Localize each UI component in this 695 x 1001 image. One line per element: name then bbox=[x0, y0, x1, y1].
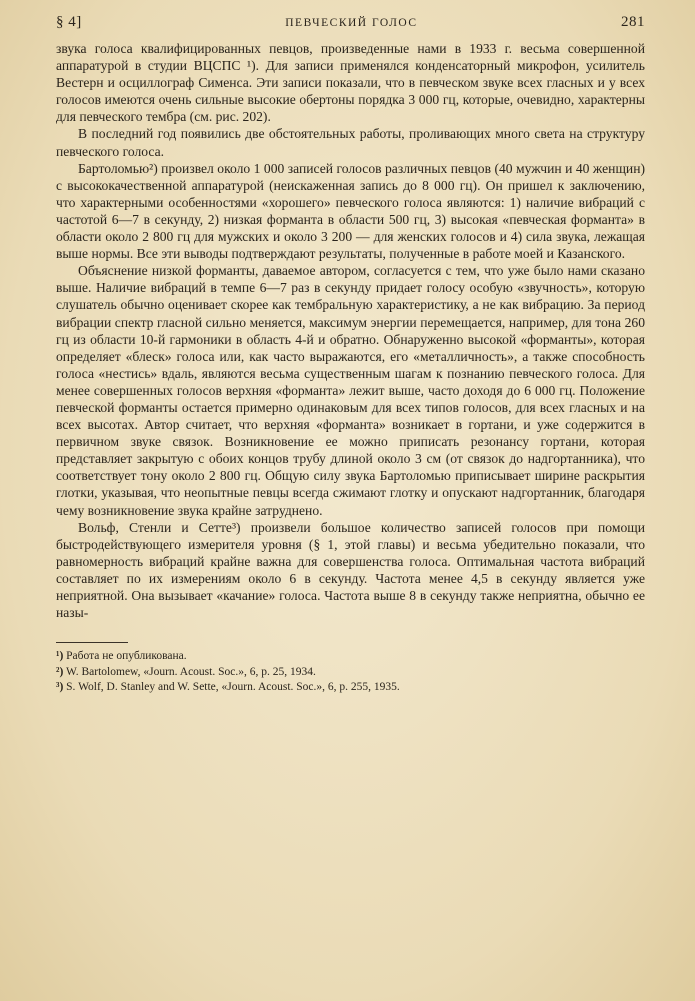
paragraph-4: Объяснение низкой форманты, даваемое автором, согласуется с тем, что уже было нами сказано выше. Наличие вибраций в темпе 6—7 раз в секунду придает голосу особую «звучность», которую слушатель обычно оценивает скорее как тембральную характеристику, а не как вибрацию. За период вибрации спектр гласной сильно меняется, максимум энергии перемещается, например, для тона 260 гц из области 10-й гармоники в область 4-й и обратно. Обнаруженно высокой «форманты», которая определяет «блеск» голоса или, как часто выражаются, его «металличность», а также способность голоса «нестись» вдаль, являются весьма существенным шагам к познанию певческого голоса. Для менее совершенных голосов верхняя «форманта» лежит выше, часто доходя до 6 000 гц. Положение певческой форманты остается примерно одинаковым для всех типов голосов, для всех гласных и на всех высотах. Автор считает, что верхняя «форманта» возникает в гортани, и уже содержится в первичном звуке связок. Возникновение ее можно приписать резонансу гортани, которая представляет закрытую с обоих концов трубу длиной около 3 см (от связок до надгортанника), что соответствует тону около 2 800 гц. Общую силу звука Бартоломью приписывает ширине раскрытия глотки, указывая, что неопытные певцы всегда сжимают глотку и опускают надгортанник, благодаря чему возникновение звука крайне затруднено. bbox=[56, 263, 645, 518]
footnote-text: Работа не опубликована. bbox=[66, 650, 187, 663]
running-header bbox=[56, 14, 645, 40]
main-text bbox=[56, 40, 645, 621]
page-number: 281 bbox=[620, 14, 645, 30]
chapter-title: ПЕВЧЕСКИЙ ГОЛОС bbox=[285, 17, 418, 29]
footnote-3 bbox=[56, 680, 645, 696]
paragraph-2: В последний год появились две обстоятельных работы, проливающих много света на структуру певческого голоса. bbox=[56, 126, 645, 159]
paragraph-1: звука голоса квалифицированных певцов, произведенные нами в 1933 г. весьма совершенной аппаратурой в студии ВЦСПС ¹). Для записи применялся конденсаторный микрофон, усилитель Вестерн и осциллограф Сименса. Эти записи показали, что в певческом звуке всех гласных и у всех голосов имеются очень сильные высокие обертоны порядка 3 000 гц, которые, очевидно, характерны для певческого тембра (см. рис. 202). bbox=[56, 41, 645, 125]
footnote-mark: ²) bbox=[56, 665, 64, 678]
footnote-text: W. Bartolomew, «Journ. Acoust. Soc.», 6, p. 25, 1934. bbox=[65, 665, 316, 678]
footnotes bbox=[56, 649, 645, 696]
footnote-2 bbox=[56, 665, 645, 681]
footnote-mark: ¹) bbox=[56, 650, 64, 663]
paragraph-3: Бартоломью²) произвел около 1 000 записей голосов различных певцов (40 мужчин и 40 женщин) с высококачественной аппаратурой (неискаженная запись до 8 000 гц). Он пришел к заключению, что характерными особенностями «хорошего» певческого голоса являются: 1) наличие вибраций с частотой 6—7 в секунду, 2) низкая форманта в области 500 гц, 3) высокая «певческая форманта» в области около 2 800 гц для мужских и около 3 200 — для женских голосов и 4) сила звука, лежащая выше нормы. Все эти выводы подтверждают результаты, полученные в работе моей и Казанского. bbox=[56, 160, 645, 262]
footnote-mark: ³) bbox=[56, 681, 64, 694]
footnote-text: S. Wolf, D. Stanley and W. Sette, «Journ. Acoust. Soc.», 6, p. 255, 1935. bbox=[66, 681, 400, 694]
footnote-1 bbox=[56, 649, 645, 665]
section-ref: § 4] bbox=[56, 14, 82, 30]
paragraph-5: Вольф, Стенли и Сетте³) произвели большое количество записей голосов при помощи быстродействующего измерителя уровня (§ 1, этой главы) и весьма убедительно показали, что равномерность вибраций крайне важна для совершенства голоса. Оптимальная частота вибраций составляет по их измерениям около 6 в секунду. Частота менее 4,5 в секунду является уже неприятной. Она вызывает «качание» голоса. Частота выше 8 в секунду также неприятна, обычно ее назы- bbox=[56, 519, 645, 621]
footnote-divider bbox=[56, 642, 128, 643]
